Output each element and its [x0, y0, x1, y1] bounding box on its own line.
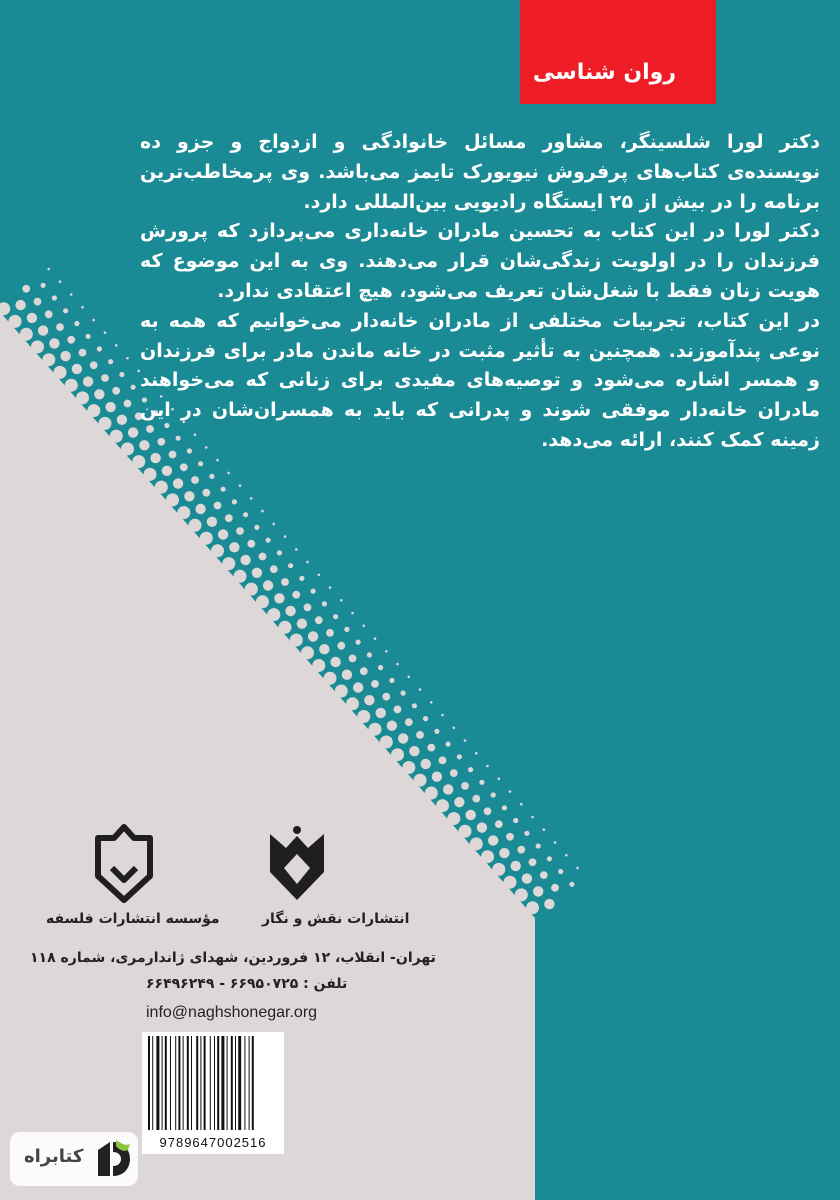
naghsh-o-negar-logo-icon	[266, 824, 328, 904]
description-paragraph-2: دکتر لورا در این کتاب به تحسین مادران خانه‌داری می‌پردازد که پرورش فرزندان را در اولویت زندگی‌شان قرار می‌دهند. وی به این موضوع که هویت زنان فقط با شغل‌شان تعریف می‌شود، هیچ اعتقادی ندارد.	[140, 220, 820, 302]
category-label-box	[520, 0, 716, 104]
book-description	[140, 128, 820, 456]
barcode-bars	[146, 1036, 280, 1132]
publisher-address: تهران- انقلاب، ۱۲ فروردین، شهدای ژاندارمری، شماره ۱۱۸	[30, 950, 436, 966]
description-paragraph-3: در این کتاب، تجربیات مختلفی از مادران خانه‌دار می‌خوانیم که همه به نوعی پندآموزند. همچنین به تأثیر مثبت در خانه ماندن مادر برای فرزندان و همسر اشاره می‌شود و توصیه‌های مفیدی برای زنانی که می‌خواهند مادران خانه‌دار موفقی شوند و پدرانی که باید به همسران‌شان در این زمینه کمک کنند، ارائه می‌دهد.	[140, 309, 820, 451]
publisher-naghsh-o-negar: انتشارات نقش و نگار	[262, 911, 410, 927]
ketabrah-watermark	[10, 1132, 138, 1186]
falsafeh-institute-logo-icon	[94, 824, 154, 904]
description-paragraph-1: دکتر لورا شلسینگر، مشاور مسائل خانوادگی و ازدواج و جزو ده نویسنده‌ی کتاب‌های پرفروش نیویورک تایمز می‌باشد. وی پرمخاطب‌ترین برنامه را در بیش از ۲۵ ایستگاه رادیویی بین‌المللی دارد.	[140, 131, 820, 213]
category-label: روان شناسی	[532, 60, 676, 85]
ketabrah-logo-icon	[94, 1140, 132, 1178]
isbn-barcode	[142, 1032, 284, 1154]
ketabrah-label: کتابراه	[24, 1146, 84, 1167]
publisher-email[interactable]: info@naghshonegar.org	[146, 1004, 318, 1021]
publisher-falsafeh-institute: مؤسسه انتشارات فلسفه	[46, 911, 220, 927]
barcode-digits: 9789647002516	[159, 1135, 267, 1150]
publisher-phone: تلفن : ۶۶۹۵۰۷۲۵ - ۶۶۴۹۶۲۴۹	[146, 976, 348, 992]
